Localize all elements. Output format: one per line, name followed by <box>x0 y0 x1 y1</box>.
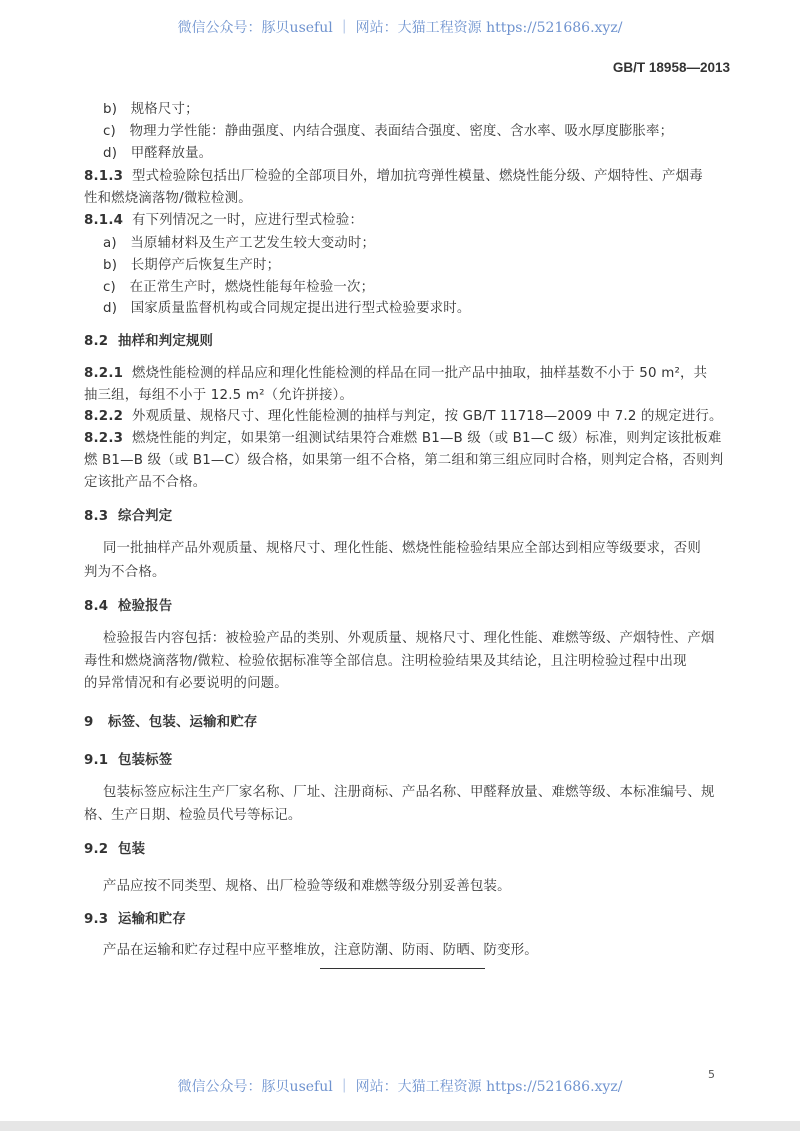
paragraph: 产品在运输和贮存过程中应平整堆放，注意防潮、防雨、防晒、防变形。 <box>103 943 538 958</box>
watermark-bottom: 微信公众号：豚贝useful ｜ 网站：大猫工程资源 https://521686.xyz/ <box>177 1079 623 1095</box>
clause-text: 型式检验除包括出厂检验的全部项目外，增加抗弯弹性模量、燃烧性能分级、产烟特性、产烟毒 <box>132 169 703 184</box>
section-title: 包装 <box>118 842 146 857</box>
section-heading-9-1 <box>84 749 172 768</box>
clause-number: 8.1.4 <box>84 213 124 228</box>
section-heading-9-3 <box>84 908 186 927</box>
paragraph: 毒性和燃烧滴落物/微粒、检验依据标准等全部信息。注明检验结果及其结论，且注明检验过程中出现 <box>84 654 687 669</box>
standard-number-header: GB/T 18958—2013 <box>612 60 730 75</box>
section-heading-9-2 <box>84 838 145 857</box>
clause-number: 8.2.2 <box>84 409 124 424</box>
clause-8-2-2 <box>84 405 723 424</box>
clause-8-2-1 <box>84 362 707 381</box>
clause-text: 燃烧性能检测的样品应和理化性能检测的样品在同一批产品中抽取，抽样基数不小于 50 m²，共 <box>132 366 708 381</box>
clause-number: 8.1.3 <box>84 169 124 184</box>
list-item: d) 国家质量监督机构或合同规定提出进行型式检验要求时。 <box>103 301 471 316</box>
end-rule <box>320 968 485 969</box>
list-item: c) 物理力学性能：静曲强度、内结合强度、表面结合强度、密度、含水率、吸水厚度膨胀率； <box>103 124 674 139</box>
section-number: 9 <box>84 715 94 730</box>
section-title: 标签、包装、运输和贮存 <box>108 715 258 730</box>
paragraph: 判为不合格。 <box>84 565 166 580</box>
section-number: 8.4 <box>84 599 109 614</box>
section-heading-8-4 <box>84 595 172 614</box>
clause-8-1-4 <box>84 209 363 228</box>
section-title: 检验报告 <box>118 599 173 614</box>
paragraph: 包装标签应标注生产厂家名称、厂址、注册商标、产品名称、甲醛释放量、难燃等级、本标准编号、规 <box>103 785 715 800</box>
chapter-heading-9 <box>84 711 258 730</box>
list-item: b) 规格尺寸； <box>103 102 199 117</box>
section-number: 9.1 <box>84 753 109 768</box>
clause-number: 8.2.3 <box>84 431 124 446</box>
section-number: 8.2 <box>84 334 109 349</box>
paragraph: 同一批抽样产品外观质量、规格尺寸、理化性能、燃烧性能检验结果应全部达到相应等级要求，否则 <box>103 541 701 556</box>
clause-number: 8.2.1 <box>84 366 124 381</box>
clause-8-1-3 <box>84 165 703 184</box>
clause-text: 外观质量、规格尺寸、理化性能检测的抽样与判定，按 GB/T 11718—2009 中 7.2 的规定进行。 <box>132 409 723 424</box>
page-bottom-band <box>0 1121 800 1131</box>
list-item: b) 长期停产后恢复生产时； <box>103 258 281 273</box>
paragraph: 的异常情况和有必要说明的问题。 <box>84 676 288 691</box>
clause-text: 燃 B1—B 级（或 B1—C）级合格，如果第一组不合格，第二组和第三组应同时合格，则判定合格，否则判 <box>84 453 724 468</box>
section-title: 综合判定 <box>118 509 173 524</box>
section-title: 包装标签 <box>118 753 173 768</box>
clause-text: 性和燃烧滴落物/微粒检测。 <box>84 191 252 206</box>
clause-text: 燃烧性能的判定，如果第一组测试结果符合难燃 B1—B 级（或 B1—C 级）标准，则判定该批板难 <box>132 431 722 446</box>
list-item: d) 甲醛释放量。 <box>103 146 213 161</box>
watermark-top: 微信公众号：豚贝useful ｜ 网站：大猫工程资源 https://521686.xyz/ <box>177 20 623 36</box>
clause-8-2-3 <box>84 427 721 446</box>
list-item: a) 当原辅材料及生产工艺发生较大变动时； <box>103 236 376 251</box>
section-number: 9.3 <box>84 912 109 927</box>
list-item: c) 在正常生产时，燃烧性能每年检验一次； <box>103 280 375 295</box>
section-title: 抽样和判定规则 <box>118 334 214 349</box>
clause-text: 有下列情况之一时，应进行型式检验： <box>132 213 364 228</box>
paragraph: 产品应按不同类型、规格、出厂检验等级和难燃等级分别妥善包装。 <box>103 879 511 894</box>
section-number: 9.2 <box>84 842 109 857</box>
clause-text: 抽三组，每组不小于 12.5 m²（允许拼接）。 <box>84 388 354 403</box>
paragraph: 检验报告内容包括：被检验产品的类别、外观质量、规格尺寸、理化性能、难燃等级、产烟特性、产烟 <box>103 631 715 646</box>
section-heading-8-3 <box>84 505 172 524</box>
section-title: 运输和贮存 <box>118 912 186 927</box>
section-number: 8.3 <box>84 509 109 524</box>
paragraph: 格、生产日期、检验员代号等标记。 <box>84 808 302 823</box>
section-heading-8-2 <box>84 330 213 349</box>
clause-text: 定该批产品不合格。 <box>84 475 207 490</box>
page-number: 5 <box>708 1068 715 1081</box>
